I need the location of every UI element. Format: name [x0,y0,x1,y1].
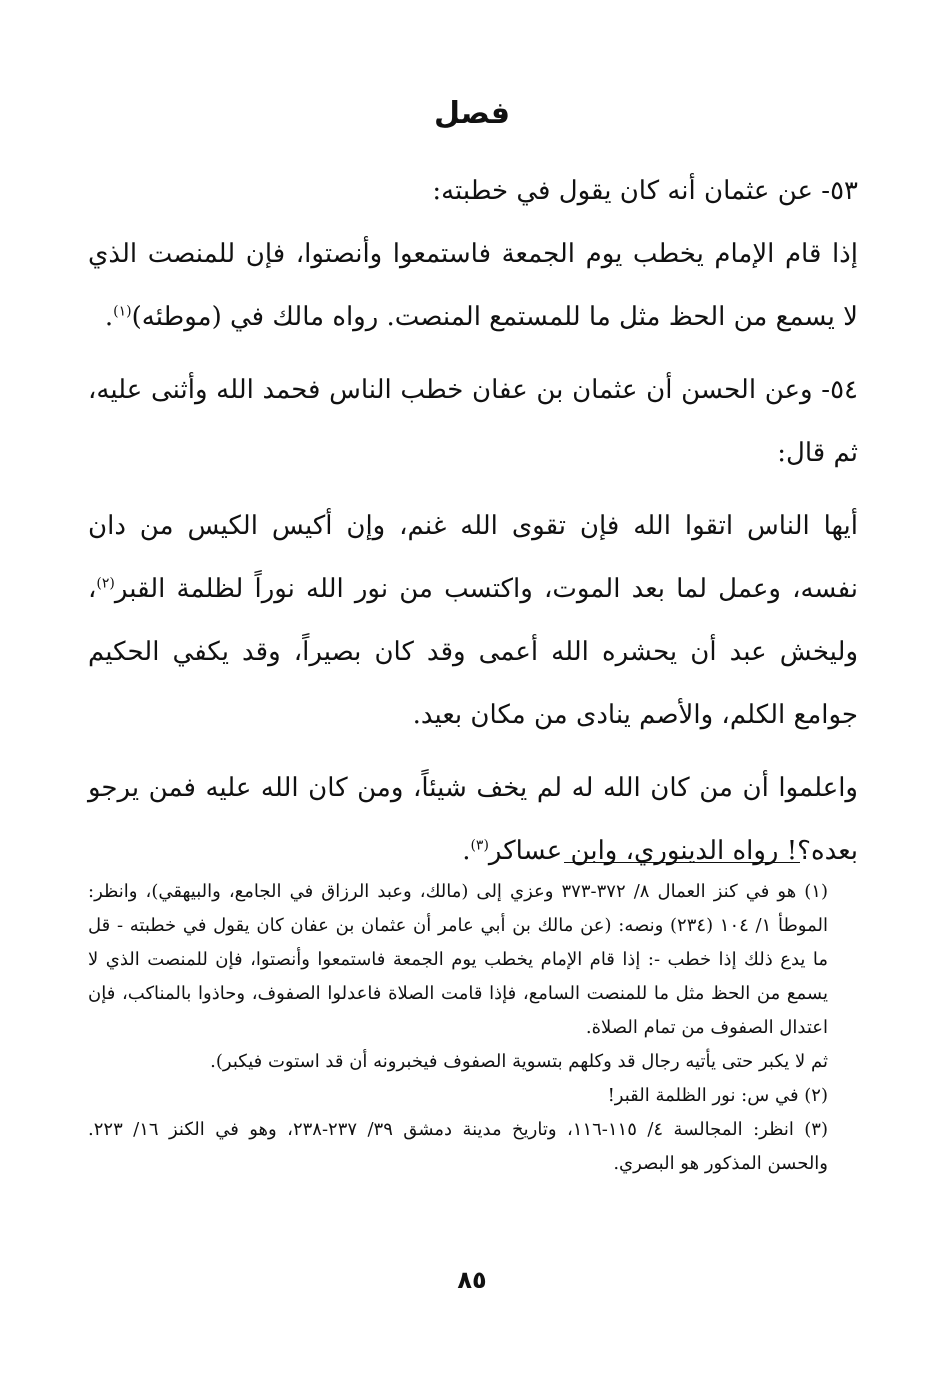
page-number: ٨٥ [457,1266,487,1294]
section-title: فصل [434,96,510,131]
footnote-ref-1[interactable]: (١) [113,303,132,320]
paragraph-54: ٥٤- وعن الحسن أن عثمان بن عفان خطب الناس فحمد الله وأثنى عليه، ثم قال: [88,375,858,468]
paragraph-53-quote [88,223,858,349]
footnotes [88,875,828,1181]
footnote-ref-2[interactable]: (٢) [96,575,115,592]
footnote-2: (٢) في س: نور الظلمة القبر! [607,1085,828,1106]
main-text [88,160,858,883]
footnote-separator [564,862,800,863]
paragraph-53-quote-end: . [104,302,114,332]
footnote-ref-3[interactable]: (٣) [470,837,489,854]
footnote-3: (٣) انظر: المجالسة ٤/ ١١٥-١١٦، وتاريخ مدينة دمشق ٣٩/ ٢٣٧-٢٣٨، وهو في الكنز ١٦/ ٢٢٣. والحسن المذكور هو البصري. [88,1119,828,1174]
paragraph-54-closing-text: واعلموا أن من كان الله له لم يخف شيئاً، ومن كان الله عليه فمن يرجو بعده؟! رواه الدينوري، وابن عساكر [88,773,858,866]
paragraph-54-quote-text: أيها الناس اتقوا الله فإن تقوى الله غنم، وإن أكيس الكيس من دان نفسه، وعمل لما بعد الموت، واكتسب من نور الله نوراً لظلمة القبر [88,511,858,604]
paragraph-54-closing-end: . [462,836,471,866]
paragraph-54-quote [88,495,858,747]
footnote-1: (١) هو في كنز العمال ٨/ ٣٧٢-٣٧٣ وعزي إلى (مالك، وعبد الرزاق في الجامع، والبيهقي)، وانظر: الموطأ ١/ ١٠٤ (٢٣٤) ونصه: (عن مالك بن أبي عامر أن عثمان بن عفان كان يقول في خطبته - قل ما يدع ذلك إذا خطب -: إذا قام الإمام يخطب يوم الجمعة فاستمعوا وأنصتوا، فإن للمنصت الذي لا يسمع من الحظ مثل ما للمنصت السامع، فإذا قامت الصلاة فاعدلوا الصفوف، وحاذوا بالمناكب، فإن اعتدال الصفوف من تمام الصلاة. [88,881,828,1038]
footnote-1-continuation: ثم لا يكبر حتى يأتيه رجال قد وكلهم بتسوية الصفوف فيخبرونه أن قد استوت فيكبر). [210,1051,828,1072]
paragraph-53-quote-text: إذا قام الإمام يخطب يوم الجمعة فاستمعوا وأنصتوا، فإن للمنصت الذي لا يسمع من الحظ مثل ما للمستمع المنصت. رواه مالك في (موطئه) [88,239,858,332]
paragraph-53: ٥٣- عن عثمان أنه كان يقول في خطبته: [432,176,858,206]
paragraph-54-closing [88,757,858,883]
paragraph-54-quote-rest: ، وليخش عبد أن يحشره الله أعمى وقد كان بصيراً، وقد يكفي الحكيم جوامع الكلم، والأصم ينادى من مكان بعيد. [88,574,858,730]
